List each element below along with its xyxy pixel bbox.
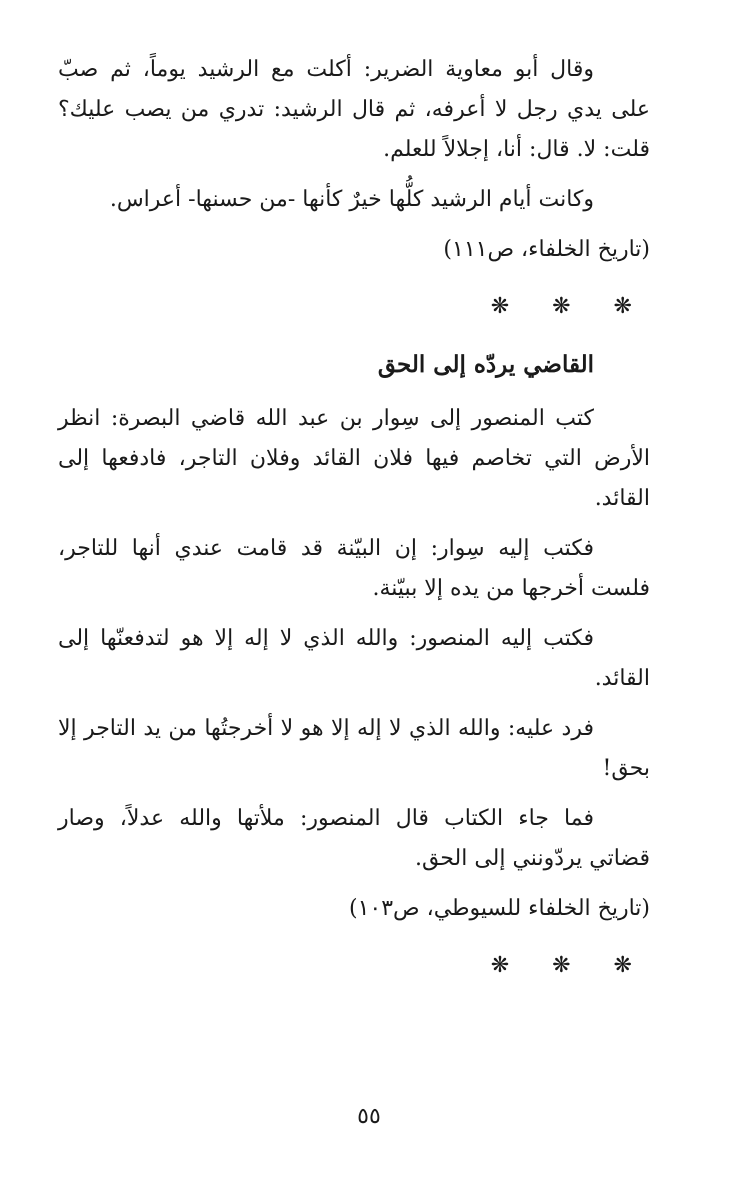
paragraph: فكتب إليه سِوار: إن البيّنة قد قامت عندي أنها للتاجر، فلست أخرجها من يده إلا ببيّنة.	[58, 536, 650, 601]
paragraph: فكتب إليه المنصور: والله الذي لا إله إلا هو لتدفعنّها إلى القائد.	[58, 626, 650, 691]
page-body	[58, 50, 650, 1004]
paragraph: وكانت أيام الرشيد كلُّها خيرٌ كأنها -من حسنها- أعراس.	[109, 187, 594, 212]
citation: (تاريخ الخلفاء للسيوطي، ص١٠٣)	[348, 896, 650, 921]
section-separator: ❋ ❋ ❋	[490, 953, 650, 978]
section-separator: ❋ ❋ ❋	[490, 294, 650, 319]
paragraph: كتب المنصور إلى سِوار بن عبد الله قاضي البصرة: انظر الأرض التي تخاصم فيها فلان القائد وفلان التاجر، فادفعها إلى القائد.	[58, 406, 650, 511]
paragraph: وقال أبو معاوية الضرير: أكلت مع الرشيد يوماً، ثم صبّ على يدي رجل لا أعرفه، ثم قال الرشيد: تدري من يصب عليك؟ قلت: لا. قال: أنا، إجلالاً للعلم.	[58, 57, 650, 162]
page-number: ٥٥	[357, 1104, 381, 1129]
paragraph: فرد عليه: والله الذي لا إله إلا هو لا أخرجتُها من يد التاجر إلا بحق!	[58, 716, 650, 781]
citation: (تاريخ الخلفاء، ص١١١)	[443, 237, 650, 262]
section-heading: القاضي يردّه إلى الحق	[377, 351, 594, 378]
paragraph: فما جاء الكتاب قال المنصور: ملأتها والله عدلاً، وصار قضاتي يردّونني إلى الحق.	[58, 806, 650, 871]
